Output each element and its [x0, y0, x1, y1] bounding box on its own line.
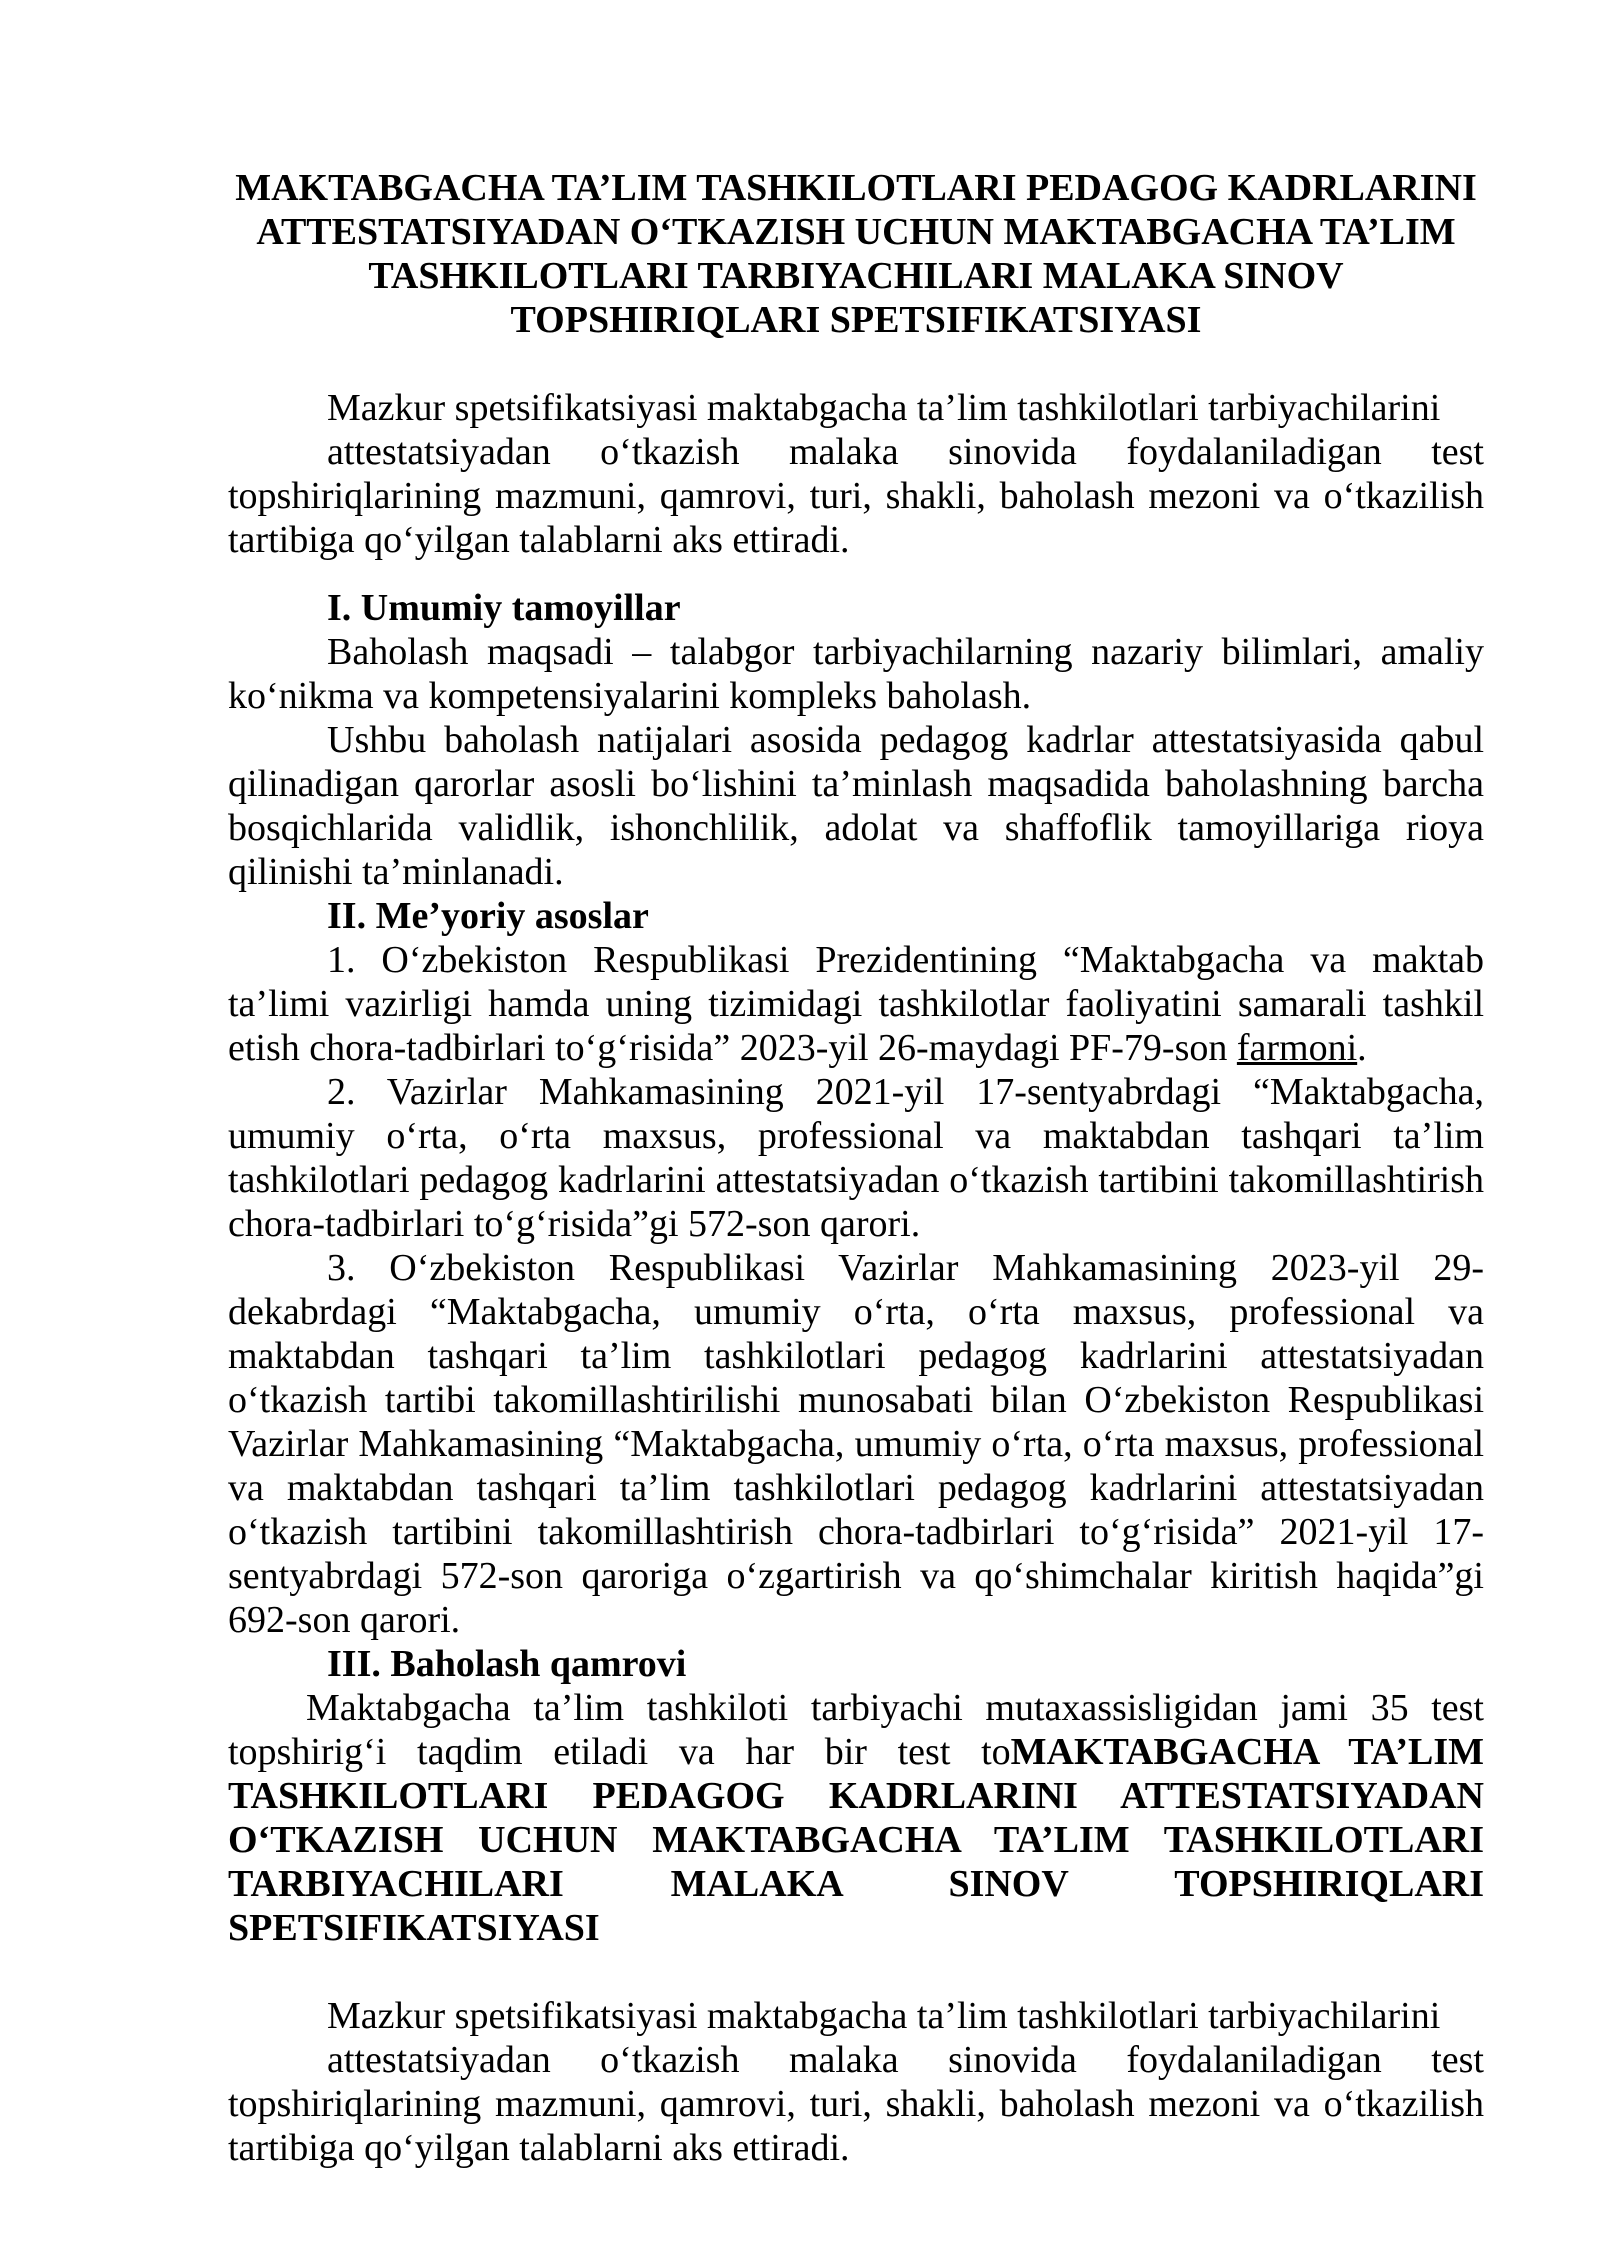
document-title-line-3: TASHKILOTLARI TARBIYACHILARI MALAKA SINOV	[368, 255, 1344, 297]
intro-paragraph-rest: topshiriqlarining mazmuni, qamrovi, turi, shakli, baholash mezoni va oʻtkazilish tartibiga qoʻyilgan talablarni aks ettiradi.	[228, 475, 1484, 561]
legal-item-1	[228, 938, 1484, 1070]
assessment-scope-text: Maktabgacha ta’lim tashkiloti tarbiyachi mutaxassisligidan jami 35 test topshirigʻi taqdim etiladi va har bir test to	[228, 1687, 1484, 1773]
section-heading-general-principles: I. Umumiy tamoyillar	[327, 587, 681, 629]
section-heading-legal-basis: II. Me’yoriy asoslar	[327, 895, 649, 937]
intro-line-2: attestatsiyadan oʻtkazish malaka sinovida foydalaniladigan test	[327, 431, 1484, 473]
intro-repeat-line-1: Mazkur spetsifikatsiyasi maktabgacha ta’lim tashkilotlari tarbiyachilarini	[327, 1995, 1441, 2037]
intro-repeat-rest: topshiriqlarining mazmuni, qamrovi, turi, shakli, baholash mezoni va oʻtkazilish tartibiga qoʻyilgan talablarni aks ettiradi.	[228, 2083, 1484, 2169]
document-title	[228, 166, 1484, 342]
intro-repeat-line-2: attestatsiyadan oʻtkazish malaka sinovida foydalaniladigan test	[327, 2039, 1484, 2081]
paragraph-assessment-purpose: Baholash maqsadi – talabgor tarbiyachilarning nazariy bilimlari, amaliy koʻnikma va kompetensiyalarini kompleks baholash.	[228, 631, 1484, 717]
section-heading-assessment-scope: III. Baholash qamrovi	[327, 1643, 687, 1685]
legal-item-2: 2. Vazirlar Mahkamasining 2021-yil 17-sentyabrdagi “Maktabgacha, umumiy oʻrta, oʻrta maxsus, professional va maktabdan tashqari ta’lim tashkilotlari pedagog kadrlarini attestatsiyadan oʻtkazish tartibini takomillashtirish chora-tadbirlari toʻgʻrisida”gi 572-son qarori.	[228, 1071, 1484, 1245]
document-title-line-1: MAKTABGACHA TA’LIM TASHKILOTLARI PEDAGOG KADRLARINI	[235, 167, 1477, 209]
intro-paragraph-repeat	[228, 1994, 1484, 2170]
legal-item-1-text: 1. Oʻzbekiston Respublikasi Prezidentining “Maktabgacha va maktab ta’limi vazirligi hamda uning tizimidagi tashkilotlar faoliyatini samarali tashkil etish chora-tadbirlari toʻgʻrisida” 2023-yil 26-maydagi PF-79-son	[228, 939, 1484, 1069]
assessment-scope-paragraph	[228, 1686, 1484, 1950]
embedded-bold-title: MAKTABGACHA TA’LIM TASHKILOTLARI PEDAGOG KADRLARINI ATTESTATSIYADAN OʻTKAZISH UCHUN MAKTABGACHA TA’LIM TASHKILOTLARI TARBIYACHILARI MALAKA SINOV TOPSHIRIQLARI SPETSIFIKATSIYASI	[228, 1731, 1484, 1949]
legal-item-1-period: .	[1357, 1027, 1367, 1069]
farmoni-link[interactable]: farmoni	[1236, 1027, 1358, 1069]
document-title-line-2: ATTESTATSIYADAN OʻTKAZISH UCHUN MAKTABGACHA TA’LIM	[256, 211, 1456, 253]
document-title-line-4: TOPSHIRIQLARI SPETSIFIKATSIYASI	[510, 299, 1202, 341]
paragraph-assessment-principles: Ushbu baholash natijalari asosida pedagog kadrlar attestatsiyasida qabul qilinadigan qarorlar asosli boʻlishini ta’minlash maqsadida baholashning barcha bosqichlarida validlik, ishonchlilik, adolat va shaffoflik tamoyillariga rioya qilinishi ta’minlanadi.	[228, 719, 1484, 893]
intro-line-1: Mazkur spetsifikatsiyasi maktabgacha ta’lim tashkilotlari tarbiyachilarini	[327, 387, 1441, 429]
intro-paragraph	[228, 386, 1484, 562]
legal-item-3: 3. Oʻzbekiston Respublikasi Vazirlar Mahkamasining 2023-yil 29-dekabrdagi “Maktabgacha, umumiy oʻrta, oʻrta maxsus, professional va maktabdan tashqari ta’lim tashkilotlari pedagog kadrlarini attestatsiyadan oʻtkazish tartibi takomillashtirilishi munosabati bilan Oʻzbekiston Respublikasi Vazirlar Mahkamasining “Maktabgacha, umumiy oʻrta, oʻrta maxsus, professional va maktabdan tashqari ta’lim tashkilotlari pedagog kadrlarini attestatsiyadan oʻtkazish tartibini takomillashtirish chora-tadbirlari toʻgʻrisida” 2021-yil 17-sentyabrdagi 572-son qaroriga oʻzgartirish va qoʻshimchalar kiritish haqida”gi 692-son qarori.	[228, 1247, 1484, 1641]
